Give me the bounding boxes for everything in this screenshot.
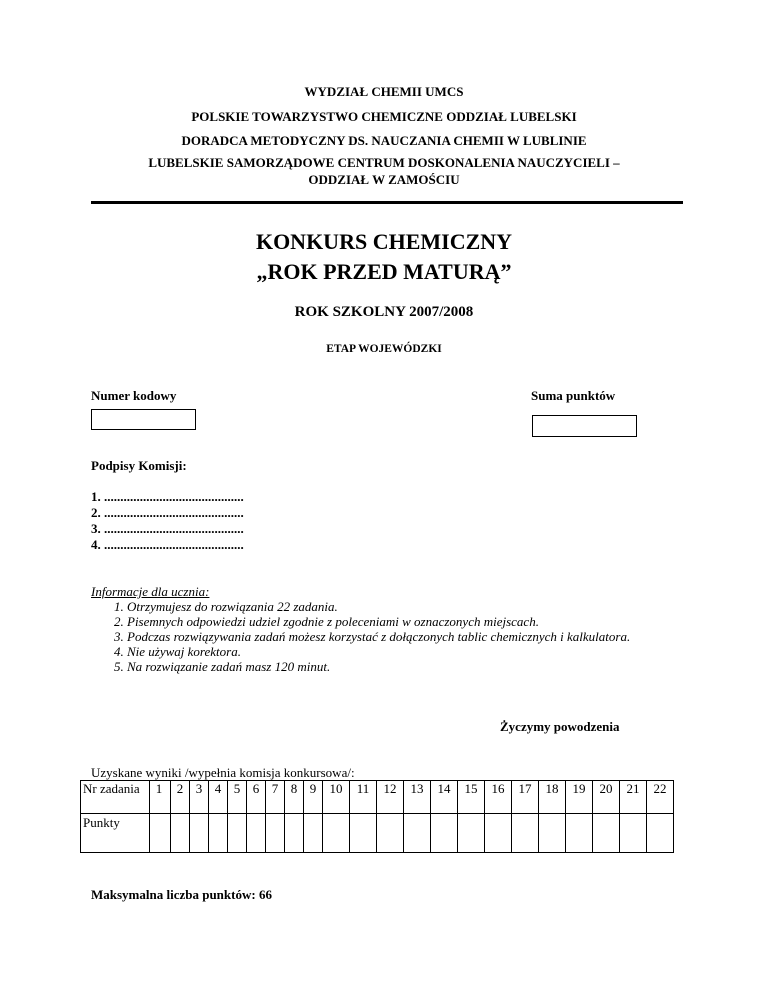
task-number-cell: 6 xyxy=(247,781,266,814)
points-cell[interactable] xyxy=(323,814,350,853)
student-info-heading: Informacje dla ucznia: xyxy=(91,584,210,599)
task-number-cell: 12 xyxy=(377,781,404,814)
points-cell[interactable] xyxy=(190,814,209,853)
code-label: Numer kodowy xyxy=(91,388,177,403)
signature-line-3[interactable]: 3. ........................................... xyxy=(91,521,244,536)
points-cell[interactable] xyxy=(647,814,674,853)
task-number-cell: 4 xyxy=(209,781,228,814)
results-caption: Uzyskane wyniki /wypełnia komisja konkursowa/: xyxy=(91,765,355,780)
school-year: ROK SZKOLNY 2007/2008 xyxy=(294,304,474,320)
header-line-5: ODDZIAŁ W ZAMOŚCIU xyxy=(308,172,460,187)
task-number-cell: 10 xyxy=(323,781,350,814)
info-item: 1. Otrzymujesz do rozwiązania 22 zadania. xyxy=(127,599,691,614)
good-luck-text: Życzymy powodzenia xyxy=(500,719,620,734)
points-cell[interactable] xyxy=(566,814,593,853)
info-item: 4. Nie używaj korektora. xyxy=(127,644,691,659)
points-cell[interactable] xyxy=(150,814,171,853)
task-number-cell: 7 xyxy=(266,781,285,814)
header-line-3: DORADCA METODYCZNY DS. NAUCZANIA CHEMII W LUBLINIE xyxy=(181,133,587,148)
stage-label: ETAP WOJEWÓDZKI xyxy=(326,343,442,355)
task-number-cell: 16 xyxy=(485,781,512,814)
task-number-cell: 5 xyxy=(228,781,247,814)
points-cell[interactable] xyxy=(485,814,512,853)
student-info-list xyxy=(91,599,691,674)
results-table xyxy=(80,780,674,853)
points-row-label: Punkty xyxy=(81,814,150,853)
task-number-cell: 11 xyxy=(350,781,377,814)
signature-line-2[interactable]: 2. ........................................... xyxy=(91,505,244,520)
task-number-cell: 22 xyxy=(647,781,674,814)
task-number-cell: 14 xyxy=(431,781,458,814)
task-number-cell: 8 xyxy=(285,781,304,814)
contest-title-line-2: „ROK PRZED MATURĄ” xyxy=(256,259,512,284)
points-cell[interactable] xyxy=(228,814,247,853)
contest-title-line-1: KONKURS CHEMICZNY xyxy=(255,229,513,254)
points-cell[interactable] xyxy=(171,814,190,853)
task-number-cell: 19 xyxy=(566,781,593,814)
points-cell[interactable] xyxy=(458,814,485,853)
task-number-cell: 20 xyxy=(593,781,620,814)
points-cell[interactable] xyxy=(285,814,304,853)
task-number-cell: 18 xyxy=(539,781,566,814)
task-number-cell: 2 xyxy=(171,781,190,814)
signature-line-1[interactable]: 1. ........................................... xyxy=(91,489,244,504)
results-table-wrap xyxy=(80,780,674,853)
points-cell[interactable] xyxy=(404,814,431,853)
points-cell[interactable] xyxy=(431,814,458,853)
task-number-cell: 13 xyxy=(404,781,431,814)
max-points: Maksymalna liczba punktów: 66 xyxy=(91,887,272,902)
points-cell[interactable] xyxy=(377,814,404,853)
task-number-cell: 21 xyxy=(620,781,647,814)
points-label: Suma punktów xyxy=(531,388,616,403)
student-info xyxy=(91,584,691,674)
points-cell[interactable] xyxy=(350,814,377,853)
points-cell[interactable] xyxy=(266,814,285,853)
code-field[interactable] xyxy=(91,409,196,430)
points-cell[interactable] xyxy=(512,814,539,853)
points-cell[interactable] xyxy=(593,814,620,853)
task-number-cell: 9 xyxy=(304,781,323,814)
signature-line-4[interactable]: 4. ........................................... xyxy=(91,537,244,552)
task-number-cell: 17 xyxy=(512,781,539,814)
task-number-cell: 1 xyxy=(150,781,171,814)
signatures-label: Podpisy Komisji: xyxy=(91,458,187,473)
info-item: 2. Pisemnych odpowiedzi udziel zgodnie z poleceniami w oznaczonych miejscach. xyxy=(127,614,691,629)
points-cell[interactable] xyxy=(247,814,266,853)
points-cell[interactable] xyxy=(620,814,647,853)
points-row xyxy=(81,814,674,853)
task-number-label: Nr zadania xyxy=(81,781,150,814)
header-rule xyxy=(91,201,683,204)
points-total-field[interactable] xyxy=(532,415,637,437)
task-number-cell: 3 xyxy=(190,781,209,814)
points-cell[interactable] xyxy=(304,814,323,853)
points-cell[interactable] xyxy=(539,814,566,853)
header-line-2: POLSKIE TOWARZYSTWO CHEMICZNE ODDZIAŁ LUBELSKI xyxy=(191,109,577,124)
info-item: 5. Na rozwiązanie zadań masz 120 minut. xyxy=(127,659,691,674)
header-line-1: WYDZIAŁ CHEMII UMCS xyxy=(304,84,464,99)
task-number-row xyxy=(81,781,674,814)
info-item: 3. Podczas rozwiązywania zadań możesz korzystać z dołączonych tablic chemicznych i kalkulatora. xyxy=(127,629,667,644)
task-number-cell: 15 xyxy=(458,781,485,814)
points-cell[interactable] xyxy=(209,814,228,853)
header-line-4: LUBELSKIE SAMORZĄDOWE CENTRUM DOSKONALENIA NAUCZYCIELI – xyxy=(148,155,620,170)
